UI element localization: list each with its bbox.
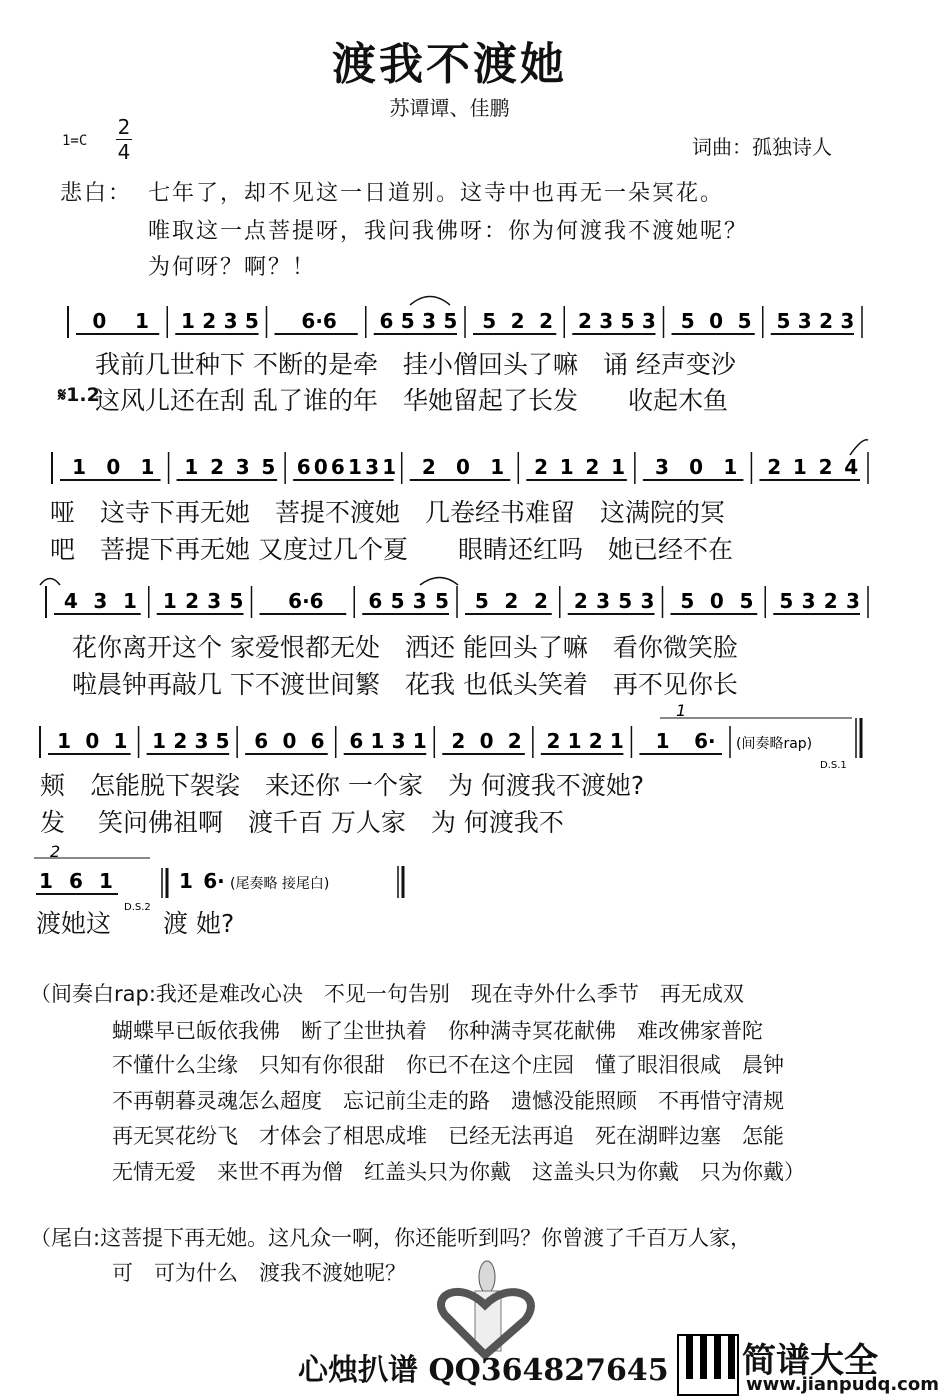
- rap-line: 不再朝暮灵魂怎么超度 忘记前尘走的路 遗憾没能照顾 不再惜守清规: [112, 1089, 784, 1113]
- note: 2: [451, 729, 466, 753]
- note: 2: [510, 309, 525, 333]
- note: 6·6: [288, 589, 324, 613]
- note: 3: [596, 589, 610, 613]
- note: 5: [680, 589, 695, 613]
- note: 6: [310, 729, 325, 753]
- note: 5: [618, 589, 633, 613]
- note: 0: [106, 455, 121, 479]
- note: 4: [844, 455, 859, 479]
- note: 2: [819, 309, 833, 333]
- lyric-line: 渡 她?: [163, 909, 235, 938]
- meter-top: 2: [117, 115, 131, 139]
- ending-2-number: 2: [50, 842, 61, 861]
- meter-bottom: 4: [117, 140, 131, 164]
- ending-line: 可 可为什么 渡我不渡她呢？: [112, 1261, 406, 1285]
- note: 2: [767, 455, 782, 479]
- note: 5: [779, 589, 794, 613]
- note: 6: [254, 729, 269, 753]
- note: 1: [180, 309, 195, 333]
- note: 5: [390, 589, 405, 613]
- note: 1: [490, 455, 505, 479]
- note: 1: [655, 729, 670, 753]
- note: 1: [348, 455, 362, 479]
- note: 2: [823, 589, 838, 613]
- note: 2: [573, 589, 588, 613]
- score-system-2: [52, 440, 868, 484]
- rap-line: 无情无爱 来世不再为僧 红盖头只为你戴 这盖头只为你戴 只为你戴）: [112, 1160, 805, 1184]
- rap-line: 蝴蝶早已皈依我佛 断了尘世执着 你种满寺冥花献佛 难改佛家普陀: [112, 1019, 763, 1043]
- note: 5: [776, 309, 791, 333]
- intro-line: 唯取这一点菩提呀，我问我佛呀：你为何渡我不渡她呢？: [148, 219, 749, 244]
- note: 4: [63, 589, 78, 613]
- note: 6·6: [301, 309, 337, 333]
- note: 1: [412, 729, 427, 753]
- note: 5: [229, 589, 244, 613]
- lyric-line: 发 笑问佛祖啊 渡千百 万人家 为 何渡我不: [40, 808, 564, 837]
- note: 1: [559, 455, 574, 479]
- note: 1: [382, 455, 397, 479]
- outro-note: (尾奏略 接尾白): [230, 876, 330, 892]
- note: 2: [202, 309, 217, 333]
- note: 3: [654, 455, 669, 479]
- ds1-mark: D.S.1: [820, 760, 847, 771]
- note: 5: [737, 309, 752, 333]
- note: 3: [365, 455, 380, 479]
- note: 5: [620, 309, 635, 333]
- tie: [40, 579, 60, 586]
- note: 3: [412, 589, 427, 613]
- song-title: 渡我不渡她: [332, 39, 567, 90]
- note: 0: [709, 309, 724, 333]
- note: 1: [57, 729, 72, 753]
- composer: 词曲：孤独诗人: [692, 135, 832, 159]
- ending-1-number: 1: [676, 701, 687, 720]
- note: 2: [534, 455, 549, 479]
- segno-mark: 𝄋1.2: [58, 384, 100, 406]
- note: 3: [641, 309, 656, 333]
- note: 2: [585, 455, 600, 479]
- tie: [410, 297, 450, 306]
- note: 6: [368, 589, 383, 613]
- note: 2: [577, 309, 592, 333]
- note: 6: [330, 455, 345, 479]
- note: 5: [474, 589, 489, 613]
- note: 3: [93, 589, 108, 613]
- score-system-5: [34, 842, 403, 913]
- note: 1: [609, 729, 624, 753]
- note: 3: [797, 309, 812, 333]
- tie: [850, 440, 868, 455]
- note: 1: [611, 455, 625, 479]
- note: 0: [85, 729, 100, 753]
- note: 2: [533, 589, 548, 613]
- note: 3: [223, 309, 238, 333]
- note: 2: [546, 729, 561, 753]
- note: 2: [818, 455, 833, 479]
- note: 0: [92, 309, 107, 333]
- note: 6·: [203, 869, 225, 893]
- lyric-line: 颊 怎能脱下袈裟 来还你 一个家 为 何渡我不渡她?: [40, 771, 645, 800]
- lyric-line: 啦晨钟再敲几 下不渡世间繁 花我 也低头笑着 再不见你长: [72, 670, 738, 699]
- score-system-1: [68, 297, 862, 339]
- note: 3: [194, 729, 209, 753]
- note: 1: [152, 729, 167, 753]
- note: 5: [400, 309, 415, 333]
- note: 5: [215, 729, 230, 753]
- singers: 苏谭谭、佳鹏: [389, 96, 510, 120]
- note: 1: [140, 455, 155, 479]
- note: 6: [69, 869, 83, 893]
- note: 3: [599, 309, 614, 333]
- note: 1: [162, 589, 177, 613]
- note: 1: [179, 869, 193, 893]
- note: 2: [507, 729, 522, 753]
- note: 6: [379, 309, 394, 333]
- lyric-line: 吧 菩提下再无她 又度过几个夏 眼睛还红吗 她已经不在: [50, 535, 733, 564]
- ds2-mark: D.S.2: [124, 902, 151, 913]
- note: 0: [313, 455, 328, 479]
- note: 1: [184, 455, 199, 479]
- ending-line: （尾白:这菩提下再无她。这凡众一啊，你还能听到吗？你曾渡了千百万人家，: [30, 1226, 752, 1250]
- note: 5: [261, 455, 276, 479]
- lyric-line: 哑 这寺下再无她 菩提不渡她 几卷经书难留 这满院的冥: [50, 498, 726, 527]
- note: 3: [391, 729, 406, 753]
- note: 2: [173, 729, 188, 753]
- note: 2: [185, 589, 199, 613]
- note: 2: [539, 309, 554, 333]
- note: 5: [244, 309, 259, 333]
- note: 0: [689, 455, 704, 479]
- lyric-line: 我前几世种下 不断的是牵 挂小僧回头了嘛 诵 经声变沙: [95, 350, 736, 379]
- note: 2: [210, 455, 224, 479]
- note: 2: [588, 729, 603, 753]
- intro-line: 为何呀？啊？！: [148, 255, 317, 280]
- note: 5: [434, 589, 449, 613]
- score-system-3: [40, 578, 868, 619]
- note: 1: [39, 869, 53, 893]
- piano-logo-icon: [678, 1335, 738, 1395]
- site-name: 简谱大全: [742, 1341, 878, 1381]
- note: 3: [640, 589, 655, 613]
- lyric-line: 花你离开这个 家爱恨都无处 洒还 能回头了嘛 看你微笑脸: [72, 633, 738, 662]
- note: 5: [443, 309, 458, 333]
- note: 5: [739, 589, 754, 613]
- note: 6: [349, 729, 364, 753]
- lyric-line: 渡她这: [36, 909, 112, 938]
- note: 3: [801, 589, 816, 613]
- note: 0: [479, 729, 494, 753]
- score-system-4: [40, 701, 861, 771]
- rap-line: 再无冥花纷飞 才体会了相思成堆 已经无法再追 死在湖畔边塞 怎能: [112, 1124, 784, 1148]
- rap-line: 不懂什么尘缘 只知有你很甜 你已不在这个庄园 懂了眼泪很咸 晨钟: [112, 1053, 784, 1077]
- note: 1: [113, 729, 128, 753]
- rap-line: （间奏白rap:我还是难改心决 不见一句告别 现在寺外什么季节 再无成双: [30, 982, 744, 1006]
- tie: [420, 578, 458, 586]
- note: 1: [122, 589, 137, 613]
- note: 6·: [694, 729, 716, 753]
- note: 1: [134, 309, 149, 333]
- note: 1: [370, 729, 385, 753]
- note: 1: [792, 455, 807, 479]
- key-signature: 1=C: [62, 133, 88, 149]
- site-url[interactable]: www.jianpudq.com: [746, 1374, 939, 1395]
- note: 5: [680, 309, 695, 333]
- note: 2: [504, 589, 519, 613]
- note: 2: [421, 455, 436, 479]
- note: 1: [99, 869, 113, 893]
- note: 1: [72, 455, 87, 479]
- note: 3: [422, 309, 436, 333]
- note: 0: [282, 729, 297, 753]
- note: 1: [723, 455, 738, 479]
- note: 5: [482, 309, 497, 333]
- watermark-left: 心烛扒谱 QQ364827645: [298, 1353, 669, 1388]
- note: 0: [456, 455, 470, 479]
- lyric-line: 这风儿还在刮 乱了谁的年 华她留起了长发 收起木鱼: [95, 386, 728, 415]
- note: 3: [845, 589, 860, 613]
- note: 0: [709, 589, 724, 613]
- intro-label: 悲白：: [60, 181, 133, 206]
- note: 3: [235, 455, 250, 479]
- note: 3: [840, 309, 855, 333]
- note: 1: [567, 729, 582, 753]
- note: 6: [296, 455, 311, 479]
- interlude-note: (间奏略rap): [736, 736, 813, 752]
- intro-line: 七年了，却不见这一日道别。这寺中也再无一朵冥花。: [148, 181, 725, 206]
- note: 3: [207, 589, 222, 613]
